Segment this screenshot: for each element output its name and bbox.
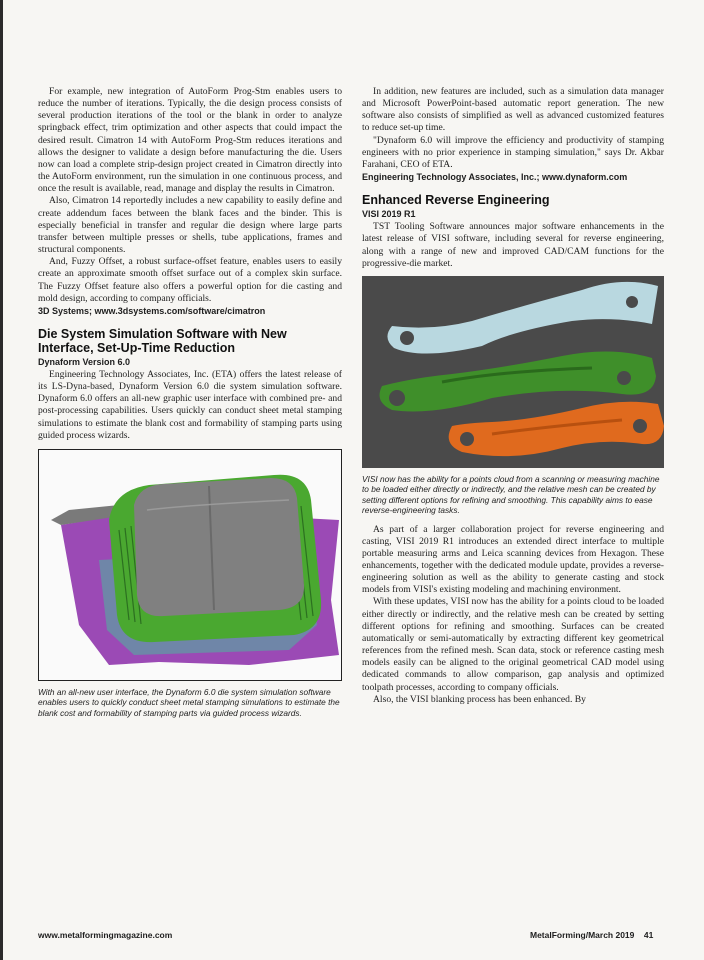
article-heading: Enhanced Reverse Engineering: [362, 193, 550, 208]
article-heading: Die System Simulation Software with New Interface, Set-Up-Time Reduction: [38, 326, 287, 355]
figure-caption: With an all-new user interface, the Dynaform 6.0 die system simulation software enables users to quickly conduct sheet metal stamping simulations to estimate the blank cost and formability of stamping parts via guided process wizards.: [38, 686, 340, 718]
paragraph: For example, new integration of AutoForm Prog-Stm enables users to reduce the number of iterations. Typically, the die design process consists of several production iterations of the tool or the blank in order to analyze springback effect, trim optimization and other aspects that could impact the desired result. Cimatron 14 with AutoForm Prog-Stm reduces iterations and allows the designer to validate a design before manufacturing the die. Users now can load a complete strip-design project created in Cimatron directly into the AutoForm environment, run the simulation in one continuous process, and once the result is available, read, manage and display the results in Cimatron.: [38, 86, 342, 195]
paragraph: TST Tooling Software announces major software enhancements in the latest release of VISI software, including several for reverse engineering, along with a range of new and improved CAD/CAM functions for the progressive-die market.: [362, 221, 664, 269]
paragraph: With these updates, VISI now has the ability for a points cloud to be loaded either directly or indirectly, and the relative mesh can be created by setting different options for refining and smoothing. Surfaces can be created automatically or semi-automatically by extracting different key geometrical references from the refined mesh. Scan data, stock or reference casting mesh models easily can be aligned to the original geometrical CAD model using dedicated commands to allow comparison, gap analysis and optimized toolpath processes, according to company officials.: [362, 596, 664, 693]
figure-caption: VISI now has the ability for a points cloud from a scanning or measuring machine to be loaded either directly or indirectly, and the relative mesh can be created by setting different options for refining and smoothing. This capability aims to ease reverse-engineering tasks.: [362, 473, 660, 516]
paragraph: Also, the VISI blanking process has been enhanced. By: [373, 693, 586, 705]
visi-reverse-engineering-image: [362, 276, 664, 468]
article-subheading: Dynaform Version 6.0: [38, 356, 131, 367]
dynaform-simulation-image: [39, 450, 341, 680]
paragraph: Also, Cimatron 14 reportedly includes a new capability to easily define and create addendum faces between the blank faces and the binder. This is especially beneficial in transfer and regular die design where large parts transfer between multiple presses or shells, tube applications, frames and structural components.: [38, 195, 342, 256]
paragraph: As part of a larger collaboration project for reverse engineering and casting, VISI 2019 R1 introduces an extended direct interface to multiple portable measuring arms and Leica scanning devices from Hexagon. These enhancements, together with the dedicated module update, provides a reverse-engineering solution as well as the ability to generate casting and stock models from VISI's existing modeling and machining environment.: [362, 523, 664, 596]
footer-website: www.metalformingmagazine.com: [38, 930, 173, 940]
source-credit: Engineering Technology Associates, Inc.; www.dynaform.com: [362, 172, 628, 183]
article-subheading: VISI 2019 R1: [362, 209, 416, 220]
paragraph: And, Fuzzy Offset, a robust surface-offset feature, enables users to easily create an approximate smooth offset surface out of a complex skin surface. The Fuzzy Offset feature also offers a powerful option for die casting and mold design, according to company officials.: [38, 256, 342, 304]
right-column: [362, 86, 664, 706]
paragraph: In addition, new features are included, such as a simulation data manager and Microsoft PowerPoint-based automatic report generation. The new software also consists of simplified as well as advanced customized features to reduce set-up time.: [362, 86, 664, 134]
footer-page-info: MetalForming/March 2019 41: [530, 930, 654, 940]
dynaform-figure: [38, 449, 342, 681]
left-column: [38, 86, 342, 718]
paragraph: Engineering Technology Associates, Inc. (ETA) offers the latest release of its LS-Dyna-based, Dynaform Version 6.0 die system simulation software. Dynaform 6.0 offers an all-new graphic user interface with combined pre- and post-processing capabilities. Users quickly can conduct sheet metal stamping simulations to estimate the blank cost and formability of stamping parts using guided process wizards.: [38, 368, 342, 441]
page-edge-bar: [0, 0, 3, 960]
visi-figure: [362, 276, 664, 468]
source-credit: 3D Systems; www.3dsystems.com/software/cimatron: [38, 305, 266, 316]
paragraph: "Dynaform 6.0 will improve the efficiency and productivity of stamping engineers with no prior experience in stamping simulation," says Dr. Akbar Farahani, CEO of ETA.: [362, 134, 664, 170]
